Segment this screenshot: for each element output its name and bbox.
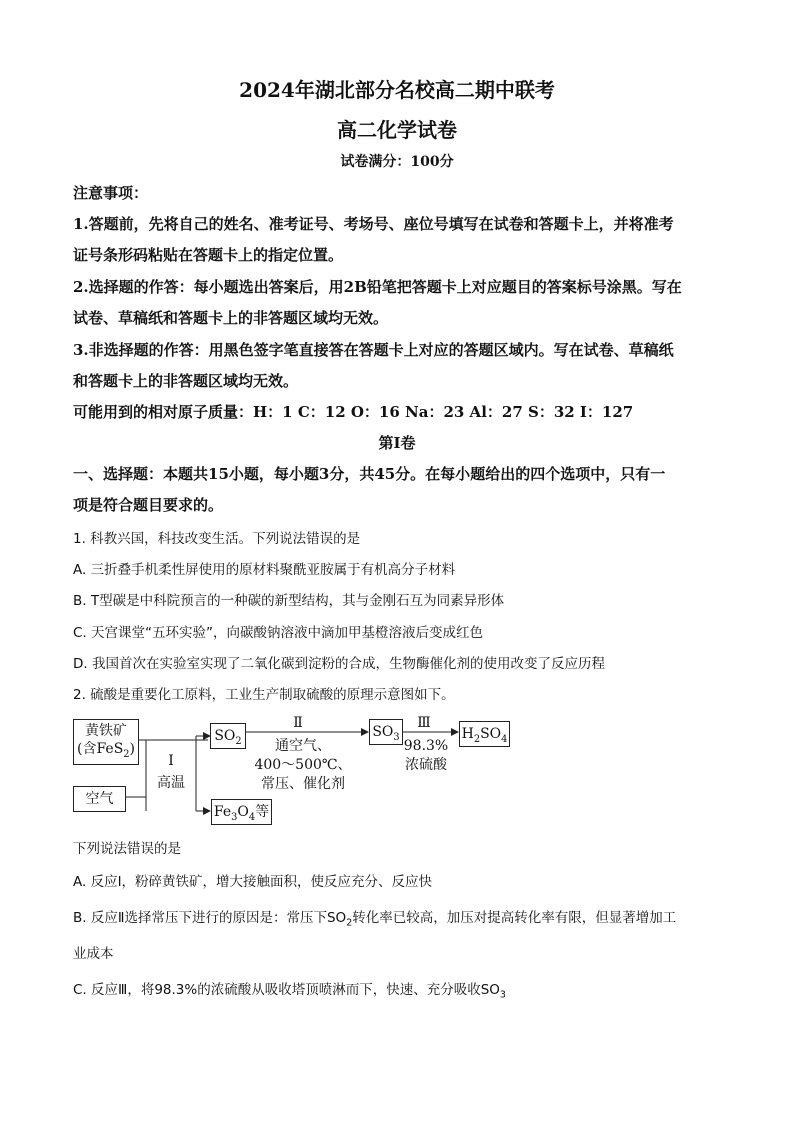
question-1-option-a: A. 三折叠手机柔性屏使用的原材料聚酰亚胺属于有机高分子材料 <box>73 562 456 578</box>
question-1-option-d: D. 我国首次在实验室实现了二氧化碳到淀粉的合成，生物酶催化剂的使用改变了反应历程 <box>73 656 605 672</box>
pyrite-label: 黄铁矿 <box>85 723 127 739</box>
question-2-option-b-line-2: 业成本 <box>73 946 114 962</box>
step-3-condition-1: 98.3% <box>403 738 449 754</box>
notice-item-1-line-1: 1.答题前，先将自己的姓名、准考证号、考场号、座位号填写在试卷和答题卡上，并将准考 <box>73 215 674 233</box>
notice-item-3-line-2: 和答题卡上的非答题区域均无效。 <box>73 372 299 390</box>
question-2-stem: 2. 硫酸是重要化工原料，工业生产制取硫酸的原理示意图如下。 <box>73 687 455 703</box>
full-score: 试卷满分：100分 <box>340 154 454 170</box>
notice-item-3-line-1: 3.非选择题的作答：用黑色签字笔直接答在答题卡上对应的答题区域内。写在试卷、草稿纸 <box>73 341 674 359</box>
step-1-label: Ⅰ <box>168 753 174 769</box>
question-2-option-b: B. 反应Ⅱ选择常压下进行的原因是：常压下$SO_2$转化率已较高，加压对提高转化率有限，但显著增加工 <box>73 910 677 929</box>
h2so4-box: $H_2SO_4$ <box>459 721 510 747</box>
question-2-prompt: 下列说法错误的是 <box>73 841 181 857</box>
section-1-line-2: 项是符合题目要求的。 <box>73 496 224 514</box>
step-2-condition-2: 400～500℃、 <box>254 757 352 773</box>
question-1-option-c: C. 天宫课堂“五环实验”，向碳酸钠溶液中滴加甲基橙溶液后变成红色 <box>73 625 483 641</box>
question-2-option-c: C. 反应Ⅲ，将98.3%的浓硫酸从吸收塔顶喷淋而下，快速、充分吸收$SO_3$ <box>73 982 506 1001</box>
question-1-stem: 1. 科教兴国，科技改变生活。下列说法错误的是 <box>73 531 361 547</box>
step-3-label: Ⅲ <box>417 715 431 731</box>
question-1-option-b: B. T型碳是中科院预言的一种碳的新型结构，其与金刚石互为同素异形体 <box>73 593 505 609</box>
step-2-label: Ⅱ <box>293 715 303 731</box>
so3-box: $SO_3$ <box>369 719 403 745</box>
notice-heading: 注意事项： <box>73 184 149 202</box>
step-3-condition-2: 浓硫酸 <box>405 757 447 773</box>
atomic-masses: 可能用到的相对原子质量：H：1 C：12 O：16 Na：23 Al：27 S：32 I：127 <box>73 403 634 421</box>
volume-heading: 第Ⅰ卷 <box>378 434 416 452</box>
step-2-condition-1: 通空气、 <box>275 738 331 754</box>
pyrite-formula: (含FeS$_2$) <box>77 741 135 760</box>
notice-item-2-line-1: 2.选择题的作答：每小题选出答案后，用2B铅笔把答题卡上对应题目的答案标号涂黑。写在 <box>73 278 682 296</box>
so2-box: $SO_2$ <box>210 723 246 749</box>
air-label: 空气 <box>85 791 114 807</box>
exam-subtitle: 高二化学试卷 <box>337 118 457 142</box>
step-1-condition: 高温 <box>157 775 185 791</box>
section-1-line-1: 一、选择题：本题共15小题，每小题3分，共45分。在每小题给出的四个选项中，只有一 <box>73 465 666 483</box>
fe3o4-box: $Fe_3O_4$等 <box>211 799 272 825</box>
air-box <box>73 786 126 812</box>
notice-item-2-line-2: 试卷、草稿纸和答题卡上的非答题区域均无效。 <box>73 309 389 327</box>
pyrite-box <box>73 719 139 765</box>
step-2-condition-3: 常压、催化剂 <box>261 776 345 792</box>
notice-item-1-line-2: 证号条形码粘贴在答题卡上的指定位置。 <box>73 246 344 264</box>
question-2-option-a: A. 反应Ⅰ，粉碎黄铁矿，增大接触面积，使反应充分、反应快 <box>73 874 433 890</box>
exam-title: 2024年湖北部分名校高二期中联考 <box>239 78 555 102</box>
